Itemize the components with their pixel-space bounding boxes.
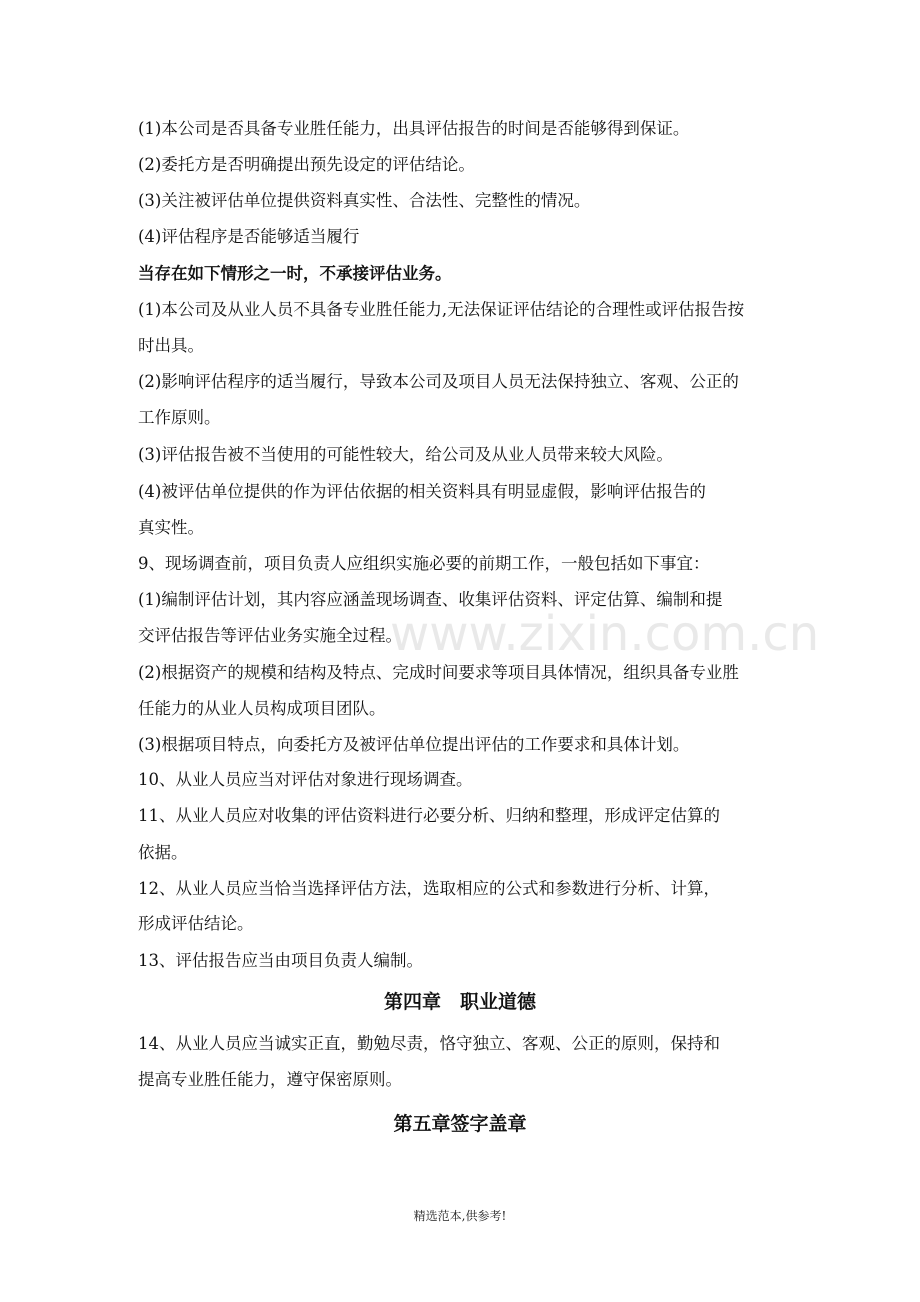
paragraph-line: (1)本公司及从业人员不具备专业胜任能力,无法保证评估结论的合理性或评估报告按 — [138, 300, 745, 319]
paragraph-line: 9、现场调查前，项目负责人应组织实施必要的前期工作，一般包括如下事宜： — [138, 554, 710, 573]
paragraph-line: 交评估报告等评估业务实施全过程。 — [138, 626, 402, 645]
paragraph-line: 任能力的从业人员构成项目团队。 — [138, 699, 386, 718]
paragraph-line: 14、从业人员应当诚实正直，勤勉尽责，恪守独立、客观、公正的原则，保持和 — [138, 1034, 720, 1053]
paragraph-line: 12、从业人员应当恰当选择评估方法，选取相应的公式和参数进行分析、计算， — [138, 879, 720, 898]
paragraph-line: (4)被评估单位提供的作为评估依据的相关资料具有明显虚假，影响评估报告的 — [138, 482, 706, 501]
paragraph-line: (3)根据项目特点，向委托方及被评估单位提出评估的工作要求和具体计划。 — [138, 735, 690, 754]
paragraph-line: (2)根据资产的规模和结构及特点、完成时间要求等项目具体情况，组织具备专业胜 — [138, 663, 739, 682]
paragraph-line: (1)编制评估计划，其内容应涵盖现场调查、收集评估资料、评定估算、编制和提 — [138, 590, 723, 609]
paragraph-line: 11、从业人员应对收集的评估资料进行必要分析、归纳和整理，形成评定估算的 — [138, 806, 720, 825]
paragraph-line: 依据。 — [138, 843, 188, 862]
paragraph-line: 10、从业人员应当对评估对象进行现场调查。 — [138, 770, 473, 789]
watermark: www.zixin.com.cn — [390, 606, 820, 662]
paragraph-line: 工作原则。 — [138, 408, 221, 427]
paragraph-line: (3)关注被评估单位提供资料真实性、合法性、完整性的情况。 — [138, 191, 591, 210]
chapter-heading: 第五章签字盖章 — [393, 1113, 527, 1135]
chapter-heading: 第四章 职业道德 — [383, 991, 536, 1013]
paragraph-line: 13、评估报告应当由项目负责人编制。 — [138, 951, 423, 970]
paragraph-line: (2)委托方是否明确提出预先设定的评估结论。 — [138, 155, 475, 174]
section-intro-line: 当存在如下情形之一时，不承接评估业务。 — [138, 264, 452, 283]
paragraph-line: 提高专业胜任能力，遵守保密原则。 — [138, 1070, 402, 1089]
paragraph-line: (1)本公司是否具备专业胜任能力，出具评估报告的时间是否能够得到保证。 — [138, 119, 690, 138]
paragraph-line: (4)评估程序是否能够适当履行 — [138, 227, 360, 246]
paragraph-line: (3)评估报告被不当使用的可能性较大，给公司及从业人员带来较大风险。 — [138, 445, 673, 464]
paragraph-line: 时出具。 — [138, 336, 204, 355]
paragraph-line: (2)影响评估程序的适当履行，导致本公司及项目人员无法保持独立、客观、公正的 — [138, 372, 739, 391]
paragraph-line: 形成评估结论。 — [138, 914, 254, 933]
page-footer: 精选范本,供参考! — [413, 1209, 507, 1223]
paragraph-line: 真实性。 — [138, 518, 204, 537]
